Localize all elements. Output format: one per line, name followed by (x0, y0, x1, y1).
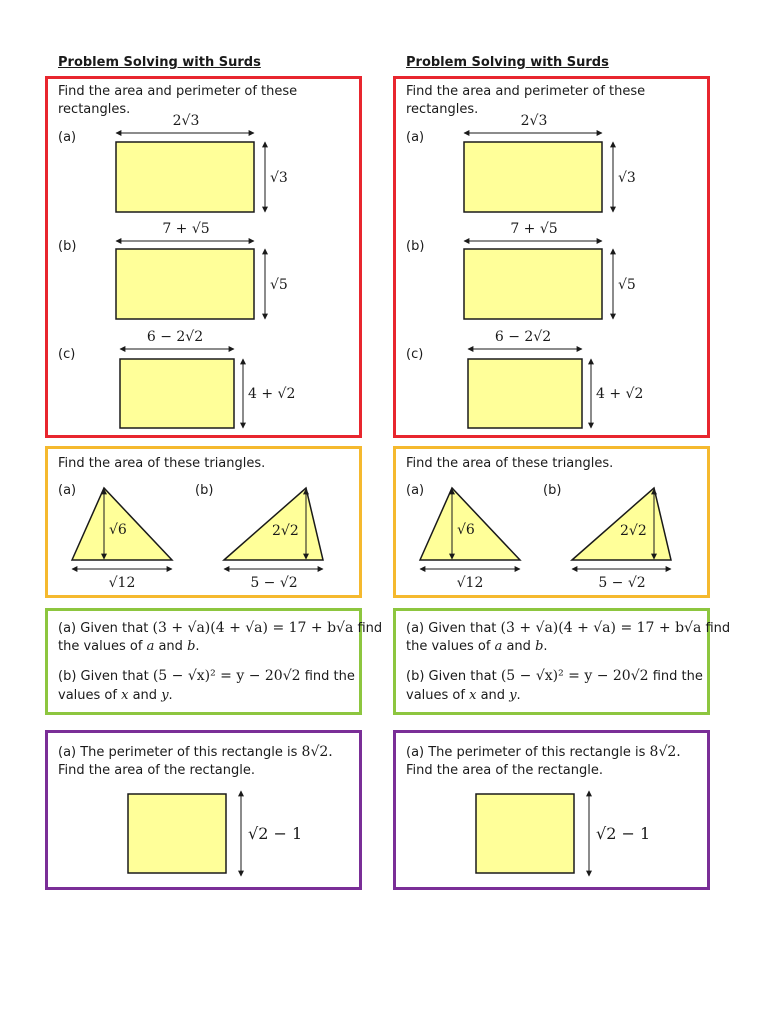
tri-b-label: (b) (543, 483, 562, 498)
rect-b-width-label: 7 + √5 (510, 221, 558, 237)
given-a-var2: b (535, 639, 544, 654)
perimeter-line2: Find the area of the rectangle. (406, 763, 603, 778)
given-b-prefix: (b) Given that (406, 669, 497, 684)
rect-c-height-label: 4 + √2 (248, 386, 296, 402)
given-b-suffix: find the (652, 669, 703, 684)
tri-b-figure (566, 481, 686, 593)
given-a-line2 (406, 638, 548, 656)
rect-a-label: (a) (58, 130, 77, 145)
given-a-and: and (506, 639, 531, 654)
rectangles-instruction-line1: Find the area and perimeter of these (58, 84, 298, 99)
perimeter-question-box (45, 730, 362, 890)
rect-a-width-label: 2√3 (172, 113, 200, 129)
given-that-question-box (45, 608, 383, 715)
perimeter-rect-shape (128, 794, 226, 873)
given-a-prefix: (a) Given that (58, 621, 149, 636)
given-b-line1 (58, 667, 355, 686)
tri-a-base-label: √12 (456, 575, 484, 591)
rectangles-question-box (45, 76, 362, 438)
given-b-line1 (406, 667, 703, 686)
rect-a-figure (456, 109, 636, 219)
rect-a-shape (116, 142, 254, 212)
given-b-var1: x (121, 688, 129, 703)
given-a-end: . (195, 639, 200, 654)
rectangles-instruction-line1: Find the area and perimeter of these (406, 84, 646, 99)
rect-c-width-label: 6 − 2√2 (494, 329, 552, 345)
rect-b-width-label: 7 + √5 (162, 221, 210, 237)
rect-b-figure (108, 217, 288, 327)
given-a-line2-start: the values of (58, 639, 143, 654)
perimeter-value: 8√2. (301, 744, 333, 760)
perimeter-text: (a) The perimeter of this rectangle is (406, 745, 646, 760)
given-b-and: and (480, 688, 506, 703)
perimeter-line2: Find the area of the rectangle. (58, 763, 255, 778)
given-b-prefix: (b) Given that (58, 669, 149, 684)
given-b-end: . (516, 688, 521, 703)
rect-b-label: (b) (406, 239, 425, 254)
perimeter-text: (a) The perimeter of this rectangle is (58, 745, 298, 760)
given-b-var2: y (161, 688, 169, 703)
tri-b-figure (218, 481, 338, 593)
rect-b-shape (116, 249, 254, 319)
rect-c-label: (c) (58, 347, 76, 362)
rect-c-figure (456, 325, 656, 437)
rectangles-instruction-line2: rectangles. (406, 102, 479, 117)
rectangles-instruction-line2: rectangles. (58, 102, 131, 117)
triangles-instruction: Find the area of these triangles. (406, 456, 614, 471)
worksheet-right (393, 0, 731, 1024)
rect-c-label: (c) (406, 347, 424, 362)
given-a-suffix: find (705, 621, 731, 636)
perimeter-rect-figure (466, 787, 656, 883)
given-a-end: . (543, 639, 548, 654)
tri-a-label: (a) (58, 483, 77, 498)
given-a-suffix: find (357, 621, 383, 636)
given-a-var2: b (187, 639, 196, 654)
triangles-instruction: Find the area of these triangles. (58, 456, 266, 471)
rect-a-height-label: √3 (270, 170, 288, 186)
given-b-suffix: find the (304, 669, 355, 684)
tri-a-label: (a) (406, 483, 425, 498)
given-b-line2 (406, 687, 521, 705)
rect-a-shape (464, 142, 602, 212)
rect-b-figure (456, 217, 636, 327)
rect-a-width-label: 2√3 (520, 113, 548, 129)
perimeter-height-label: √2 − 1 (596, 824, 651, 843)
given-b-line2-start: values of (58, 688, 117, 703)
given-a-line1 (58, 619, 382, 638)
rect-c-shape (120, 359, 234, 428)
tri-b-base-label: 5 − √2 (250, 575, 298, 591)
rect-a-height-label: √3 (618, 170, 636, 186)
tri-a-base-label: √12 (108, 575, 136, 591)
tri-a-height-label: √6 (109, 522, 127, 538)
rect-c-height-label: 4 + √2 (596, 386, 644, 402)
tri-a-figure (414, 481, 534, 593)
given-a-line1 (406, 619, 730, 638)
rect-c-shape (468, 359, 582, 428)
tri-b-height-label: 2√2 (272, 523, 299, 539)
rect-b-shape (464, 249, 602, 319)
perimeter-rect-shape (476, 794, 574, 873)
triangles-question-box (45, 446, 362, 598)
given-a-equation: (3 + √a)(4 + √a) = 17 + b√a (152, 620, 354, 636)
tri-a-height-label: √6 (457, 522, 475, 538)
rect-b-label: (b) (58, 239, 77, 254)
given-b-and: and (132, 688, 158, 703)
given-a-equation: (3 + √a)(4 + √a) = 17 + b√a (500, 620, 702, 636)
given-b-var1: x (469, 688, 477, 703)
perimeter-line1 (58, 743, 333, 762)
page-heading: Problem Solving with Surds (406, 55, 609, 70)
tri-b-label: (b) (195, 483, 214, 498)
given-b-equation: (5 − √x)² = y − 20√2 (152, 668, 301, 684)
given-a-var1: a (494, 639, 503, 654)
given-b-var2: y (509, 688, 517, 703)
given-that-question-box (393, 608, 731, 715)
triangles-question-box (393, 446, 710, 598)
rect-c-figure (108, 325, 308, 437)
perimeter-height-label: √2 − 1 (248, 824, 303, 843)
page-heading: Problem Solving with Surds (58, 55, 261, 70)
perimeter-rect-figure (118, 787, 308, 883)
tri-a-figure (66, 481, 186, 593)
rectangles-question-box (393, 76, 710, 438)
rect-a-label: (a) (406, 130, 425, 145)
perimeter-value: 8√2. (649, 744, 681, 760)
tri-b-height-label: 2√2 (620, 523, 647, 539)
rect-b-height-label: √5 (618, 277, 636, 293)
given-b-end: . (168, 688, 173, 703)
given-b-line2-start: values of (406, 688, 465, 703)
perimeter-question-box (393, 730, 710, 890)
given-a-var1: a (146, 639, 155, 654)
rect-a-figure (108, 109, 288, 219)
given-a-line2 (58, 638, 200, 656)
worksheet-left (45, 0, 383, 1024)
rect-b-height-label: √5 (270, 277, 288, 293)
rect-c-width-label: 6 − 2√2 (146, 329, 204, 345)
given-a-line2-start: the values of (406, 639, 491, 654)
perimeter-line1 (406, 743, 681, 762)
given-a-and: and (158, 639, 183, 654)
given-b-equation: (5 − √x)² = y − 20√2 (500, 668, 649, 684)
given-b-line2 (58, 687, 173, 705)
tri-b-base-label: 5 − √2 (598, 575, 646, 591)
given-a-prefix: (a) Given that (406, 621, 497, 636)
